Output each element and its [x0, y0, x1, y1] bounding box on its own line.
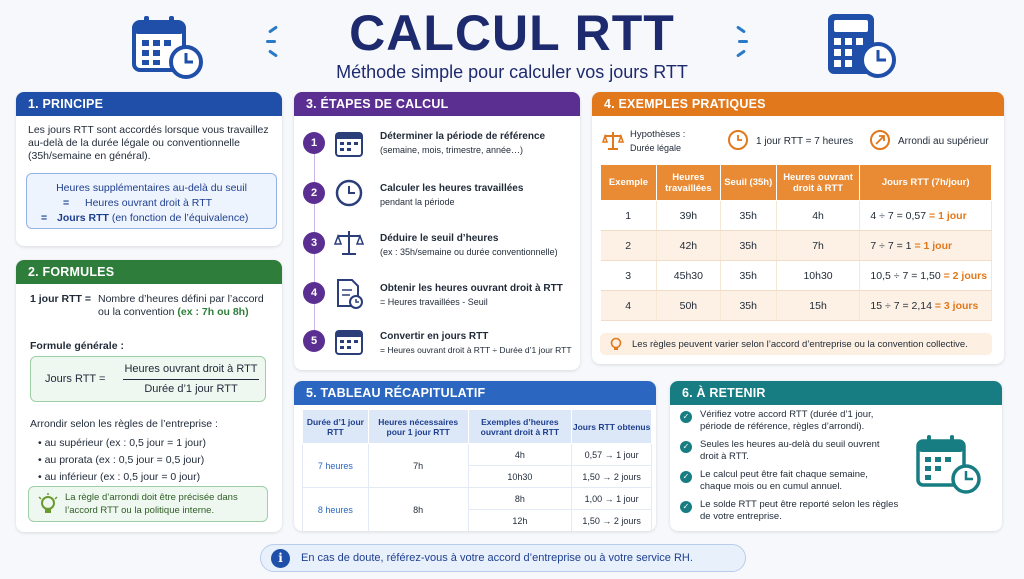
round-item: • au inférieur (ex : 0,5 jour = 0 jour)	[38, 471, 201, 483]
hyp-sub: Durée légale	[630, 143, 682, 153]
round-item: • au prorata (ex : 0,5 jour = 0,5 jour)	[38, 454, 205, 466]
cell-result: 10,5 ÷ 7 = 1,50 = 2 jours	[860, 261, 992, 291]
cell-needed: 7h	[368, 444, 468, 488]
fraction-left: Jours RTT =	[45, 373, 106, 385]
step-number: 3	[303, 232, 325, 254]
examples-note-text: Les règles peuvent varier selon l’accord d’entreprise ou la convention collective.	[632, 339, 968, 350]
step-desc: (semaine, mois, trimestre, année…)	[380, 145, 524, 155]
step-number: 2	[303, 182, 325, 204]
formula-general-label: Formule générale :	[30, 340, 124, 352]
lightbulb-icon	[37, 493, 59, 522]
card-title: 4. EXEMPLES PRATIQUES	[592, 92, 1004, 116]
card-title: 5. TABLEAU RÉCAPITULATIF	[294, 381, 656, 405]
retenir-item: Seules les heures au-delà du seuil ouvrent droit à RTT.	[700, 439, 880, 462]
step-title: Convertir en jours RTT	[380, 331, 489, 342]
sparkle-dash	[266, 40, 276, 43]
step-title: Obtenir les heures ouvrant droit à RTT	[380, 283, 563, 294]
card-tableau	[294, 381, 656, 531]
lightbulb-icon	[608, 336, 624, 357]
hyp-round: Arrondi au supérieur	[898, 136, 989, 147]
cell-ex: 1	[601, 201, 657, 231]
examples-note	[600, 333, 992, 355]
cell-ex: 2	[601, 231, 657, 261]
cell-result: 7 ÷ 7 = 1 = 1 jour	[860, 231, 992, 261]
scales-icon	[334, 228, 364, 263]
equals-sign: =	[63, 197, 70, 209]
card-title: 6. À RETENIR	[670, 381, 1002, 405]
fraction-numerator: Heures ouvrant droit à RTT	[124, 363, 258, 375]
round-label: Arrondir selon les règles de l’entreprise :	[30, 418, 218, 430]
fraction-bar	[123, 379, 259, 380]
principe-box-line3: Jours RTT (en fonction de l’équivalence)	[57, 212, 249, 224]
equals-sign: =	[41, 212, 48, 224]
card-exemples	[592, 92, 1004, 364]
principe-box-line2: Heures ouvrant droit à RTT	[85, 197, 213, 209]
page-title: CALCUL RTT	[349, 5, 675, 61]
table-header: Heures travaillées	[656, 165, 720, 201]
document-clock-icon	[334, 278, 364, 315]
check-icon: ✓	[680, 501, 692, 513]
table-row	[601, 231, 992, 261]
clock-icon	[334, 178, 364, 213]
step-number: 5	[303, 330, 325, 352]
step-title: Déduire le seuil d’heures	[380, 233, 499, 244]
calendar-icon	[334, 326, 364, 361]
cell-seuil: 35h	[720, 201, 776, 231]
cell-result: 15 ÷ 7 = 2,14 = 3 jours	[860, 291, 992, 321]
card-title: 3. ÉTAPES DE CALCUL	[294, 92, 580, 116]
cell-example: 8h	[468, 488, 572, 510]
cell-droit: 10h30	[776, 261, 860, 291]
step-desc: = Heures ouvrant droit à RTT ÷ Durée d’1 jour RTT	[380, 345, 572, 355]
step-desc: = Heures travaillées - Seuil	[380, 297, 488, 307]
step-title: Déterminer la période de référence	[380, 131, 546, 142]
table-header: Seuil (35h)	[720, 165, 776, 201]
hyp-label: Hypothèses :	[630, 129, 686, 140]
formula-def-text: Nombre d’heures défini par l’accord ou la convention (ex : 7h ou 8h)	[98, 293, 264, 318]
calculator-clock-icon	[826, 12, 898, 85]
step-desc: pendant la période	[380, 197, 455, 207]
table-header: Jours RTT obtenus	[572, 410, 652, 444]
footer-text: En cas de doute, référez-vous à votre accord d’entreprise ou à votre service RH.	[301, 552, 693, 564]
cell-duree: 8 heures	[303, 488, 369, 532]
clock-icon	[728, 130, 748, 150]
cell-result: 4 ÷ 7 = 0,57 = 1 jour	[860, 201, 992, 231]
examples-table	[600, 164, 992, 321]
check-icon: ✓	[680, 411, 692, 423]
card-title: 2. FORMULES	[16, 260, 282, 284]
card-retenir	[670, 381, 1002, 531]
principe-box	[26, 173, 277, 229]
cell-example: 12h	[468, 510, 572, 532]
table-header: Heures ouvrant droit à RTT	[776, 165, 860, 201]
cell-seuil: 35h	[720, 291, 776, 321]
round-item: • au supérieur (ex : 0,5 jour = 1 jour)	[38, 437, 206, 449]
step-number: 4	[303, 282, 325, 304]
principe-box-line1: Heures supplémentaires au-delà du seuil	[56, 182, 247, 194]
cell-worked: 39h	[656, 201, 720, 231]
cell-jours: 0,57 → 1 jour	[572, 444, 652, 466]
formula-tip	[28, 486, 268, 522]
cell-ex: 4	[601, 291, 657, 321]
table-row	[601, 261, 992, 291]
check-icon: ✓	[680, 471, 692, 483]
formula-box	[30, 356, 266, 402]
table-header: Durée d’1 jour RTT	[303, 410, 369, 444]
retenir-item: Le calcul peut être fait chaque semaine, chaque mois ou en cumul annuel.	[700, 469, 868, 492]
summary-table	[302, 409, 652, 531]
calendar-clock-icon	[916, 433, 982, 502]
fraction-denominator: Durée d’1 jour RTT	[144, 383, 238, 395]
cell-droit: 15h	[776, 291, 860, 321]
step-title: Calculer les heures travaillées	[380, 183, 524, 194]
cell-jours: 1,00 → 1 jour	[572, 488, 652, 510]
table-row	[601, 201, 992, 231]
cell-seuil: 35h	[720, 261, 776, 291]
round-up-icon	[870, 130, 890, 150]
cell-jours: 1,50 → 2 jours	[572, 466, 652, 488]
cell-droit: 7h	[776, 231, 860, 261]
cell-ex: 3	[601, 261, 657, 291]
cell-seuil: 35h	[720, 231, 776, 261]
scales-icon	[602, 130, 624, 157]
sparkle-dash	[738, 40, 748, 43]
cell-droit: 4h	[776, 201, 860, 231]
table-header: Exemple	[601, 165, 657, 201]
formula-def-label: 1 jour RTT =	[30, 293, 91, 305]
calendar-icon	[334, 128, 364, 163]
cell-worked: 45h30	[656, 261, 720, 291]
table-header: Heures nécessaires pour 1 jour RTT	[368, 410, 468, 444]
table-header: Exemples d’heures ouvrant droit à RTT	[468, 410, 572, 444]
cell-needed: 8h	[368, 488, 468, 532]
footer-banner	[260, 544, 746, 572]
retenir-item: Le solde RTT peut être reporté selon les règles de votre entreprise.	[700, 499, 899, 522]
card-title: 1. PRINCIPE	[16, 92, 282, 116]
hyp-day: 1 jour RTT = 7 heures	[756, 136, 854, 147]
check-icon: ✓	[680, 441, 692, 453]
page-subtitle: Méthode simple pour calculer vos jours RTT	[336, 62, 688, 82]
principe-text: Les jours RTT sont accordés lorsque vous travaillez au-delà de la durée légale ou conventionnelle (35h/semaine en général).	[28, 124, 269, 162]
cell-worked: 42h	[656, 231, 720, 261]
step-desc: (ex : 35h/semaine ou durée conventionnelle)	[380, 247, 558, 257]
retenir-item: Vérifiez votre accord RTT (durée d’1 jour, période de référence, règles d’arrondi).	[700, 409, 874, 432]
info-icon: i	[271, 549, 290, 568]
step-number: 1	[303, 132, 325, 154]
table-header: Jours RTT (7h/jour)	[860, 165, 992, 201]
calendar-clock-icon	[132, 14, 204, 85]
card-formules	[16, 260, 282, 532]
card-principe	[16, 92, 282, 246]
cell-example: 10h30	[468, 466, 572, 488]
table-row	[303, 444, 652, 466]
table-row	[601, 291, 992, 321]
cell-jours: 1,50 → 2 jours	[572, 510, 652, 532]
formula-tip-text: La règle d’arrondi doit être précisée dans l’accord RTT ou la politique interne.	[65, 492, 238, 516]
cell-worked: 50h	[656, 291, 720, 321]
table-row	[303, 488, 652, 510]
card-etapes	[294, 92, 580, 370]
cell-example: 4h	[468, 444, 572, 466]
cell-duree: 7 heures	[303, 444, 369, 488]
